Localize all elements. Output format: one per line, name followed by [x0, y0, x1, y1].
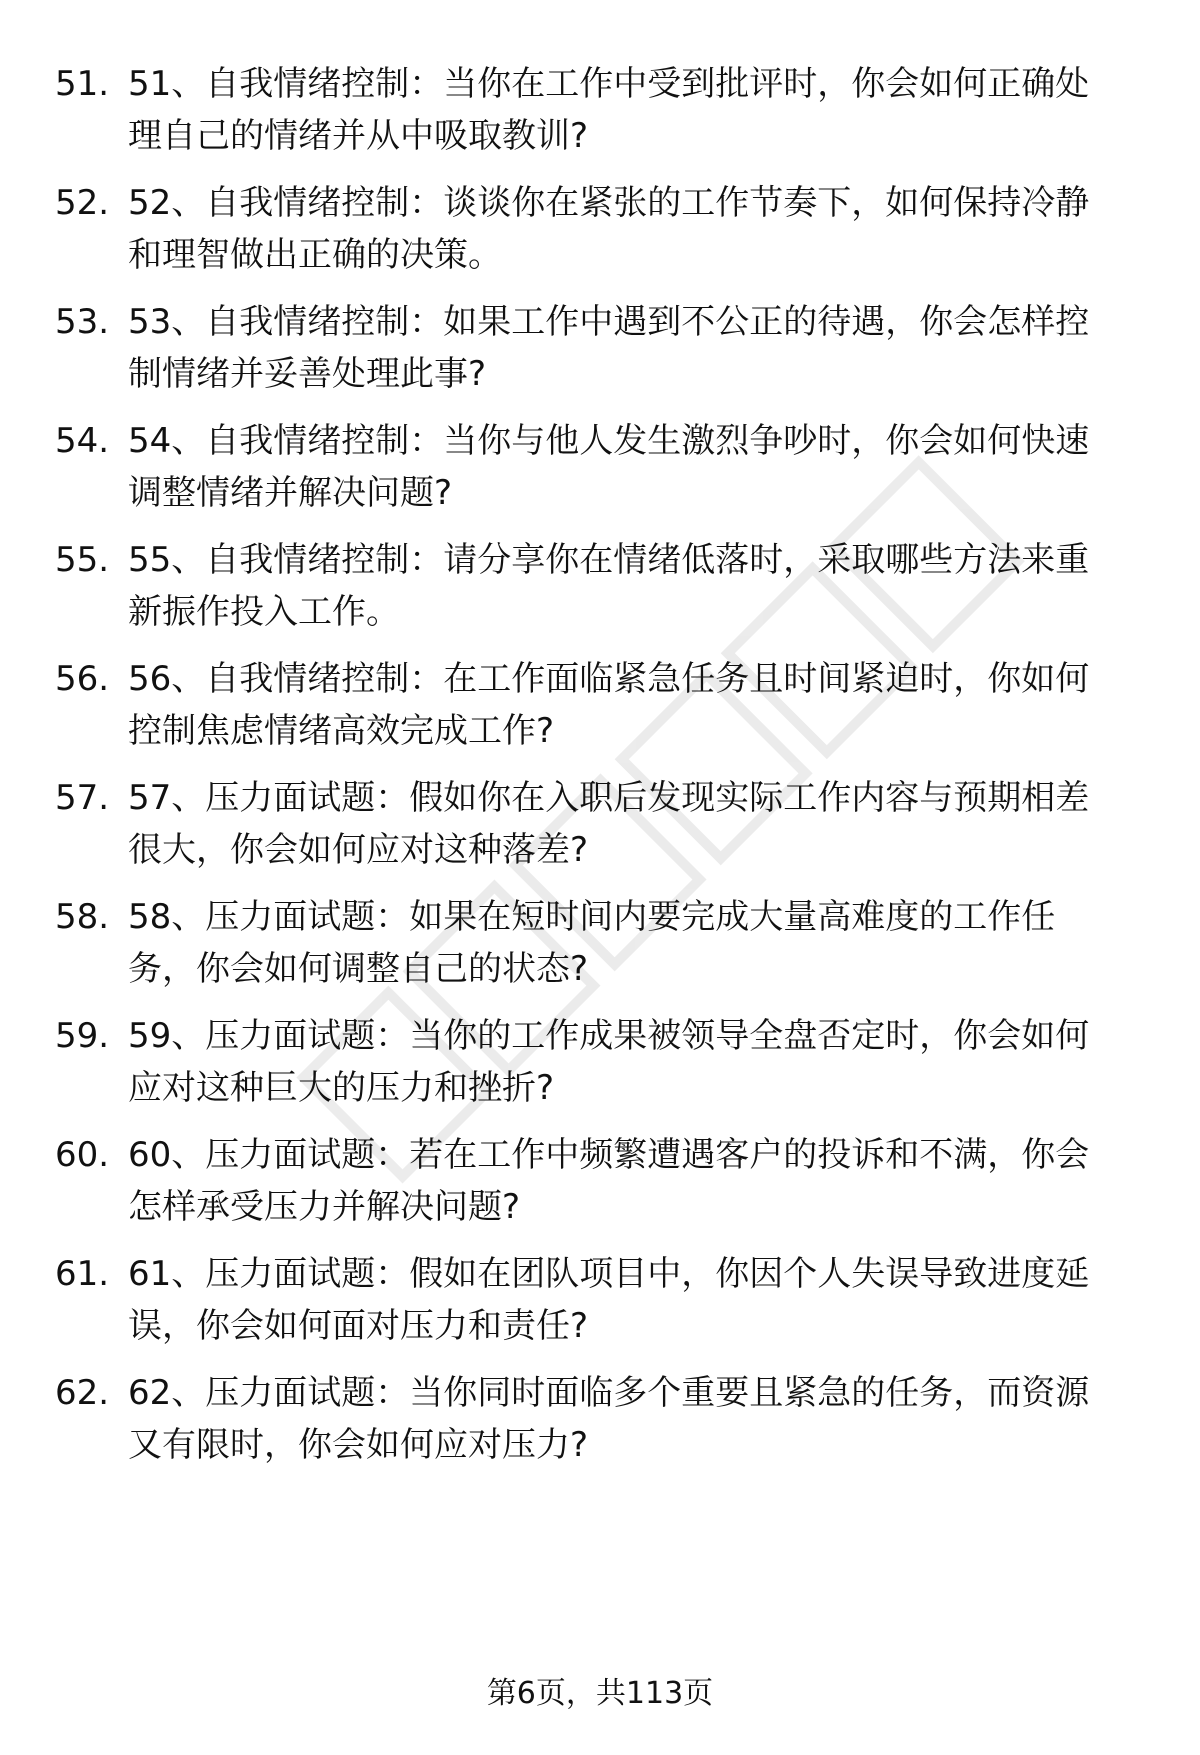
question-text: [128, 534, 1148, 638]
question-text-line: 58、压力面试题：如果在短时间内要完成大量高难度的工作任: [128, 897, 1056, 937]
question-number: 59.: [55, 1016, 110, 1056]
question-text-line: 55、自我情绪控制：请分享你在情绪低落时，采取哪些方法来重: [128, 540, 1090, 580]
question-text-line: 62、压力面试题：当你同时面临多个重要且紧急的任务，而资源: [128, 1373, 1090, 1413]
question-number: 51.: [55, 64, 110, 104]
question-number: 60.: [55, 1135, 110, 1175]
question-number: 58.: [55, 897, 110, 937]
question-text-line: 应对这种巨大的压力和挫折?: [128, 1068, 555, 1108]
question-text-line: 57、压力面试题：假如你在入职后发现实际工作内容与预期相差: [128, 778, 1090, 818]
question-text-line: 很大，你会如何应对这种落差?: [128, 830, 589, 870]
question-text-line: 61、压力面试题：假如在团队项目中，你因个人失误导致进度延: [128, 1254, 1090, 1294]
question-text-line: 怎样承受压力并解决问题?: [128, 1187, 521, 1227]
question-text: [128, 177, 1148, 281]
list-item: [0, 653, 1200, 763]
question-text-line: 56、自我情绪控制：在工作面临紧急任务且时间紧迫时，你如何: [128, 659, 1090, 699]
question-text-line: 制情绪并妥善处理此事?: [128, 354, 487, 394]
question-text-line: 51、自我情绪控制：当你在工作中受到批评时，你会如何正确处: [128, 64, 1090, 104]
question-text-line: 误，你会如何面对压力和责任?: [128, 1306, 589, 1346]
question-number: 62.: [55, 1373, 110, 1413]
question-text-line: 52、自我情绪控制：谈谈你在紧张的工作节奏下，如何保持冷静: [128, 183, 1090, 223]
list-item: [0, 177, 1200, 287]
question-number: 57.: [55, 778, 110, 818]
question-text-line: 新振作投入工作。: [128, 592, 400, 632]
question-text-line: 54、自我情绪控制：当你与他人发生激烈争吵时，你会如何快速: [128, 421, 1090, 461]
question-text-line: 53、自我情绪控制：如果工作中遇到不公正的待遇，你会怎样控: [128, 302, 1090, 342]
list-item: [0, 534, 1200, 644]
list-item: [0, 1129, 1200, 1239]
list-item: [0, 58, 1200, 168]
question-text-line: 调整情绪并解决问题?: [128, 473, 453, 513]
question-text: [128, 772, 1148, 876]
question-number: 54.: [55, 421, 110, 461]
question-text: [128, 653, 1148, 757]
question-text: [128, 58, 1148, 162]
question-text: [128, 1248, 1148, 1352]
page-footer: 第6页，共113页: [486, 1676, 714, 1711]
question-number: 55.: [55, 540, 110, 580]
question-text: [128, 1367, 1148, 1471]
list-item: [0, 296, 1200, 406]
question-text-line: 务，你会如何调整自己的状态?: [128, 949, 589, 989]
question-number: 61.: [55, 1254, 110, 1294]
question-text-line: 又有限时，你会如何应对压力?: [128, 1425, 589, 1465]
question-text-line: 59、压力面试题：当你的工作成果被领导全盘否定时，你会如何: [128, 1016, 1090, 1056]
question-text: [128, 415, 1148, 519]
question-text-line: 控制焦虑情绪高效完成工作?: [128, 711, 555, 751]
question-text-line: 和理智做出正确的决策。: [128, 235, 502, 275]
question-text: [128, 891, 1148, 995]
list-item: [0, 772, 1200, 882]
question-text: [128, 1129, 1148, 1233]
question-number: 53.: [55, 302, 110, 342]
question-text-line: 理自己的情绪并从中吸取教训?: [128, 116, 589, 156]
question-text-line: 60、压力面试题：若在工作中频繁遭遇客户的投诉和不满，你会: [128, 1135, 1090, 1175]
list-item: [0, 891, 1200, 1001]
question-text: [128, 1010, 1148, 1114]
question-number: 52.: [55, 183, 110, 223]
list-item: [0, 1248, 1200, 1358]
list-item: [0, 1367, 1200, 1477]
list-item: [0, 1010, 1200, 1120]
list-item: [0, 415, 1200, 525]
question-text: [128, 296, 1148, 400]
question-number: 56.: [55, 659, 110, 699]
